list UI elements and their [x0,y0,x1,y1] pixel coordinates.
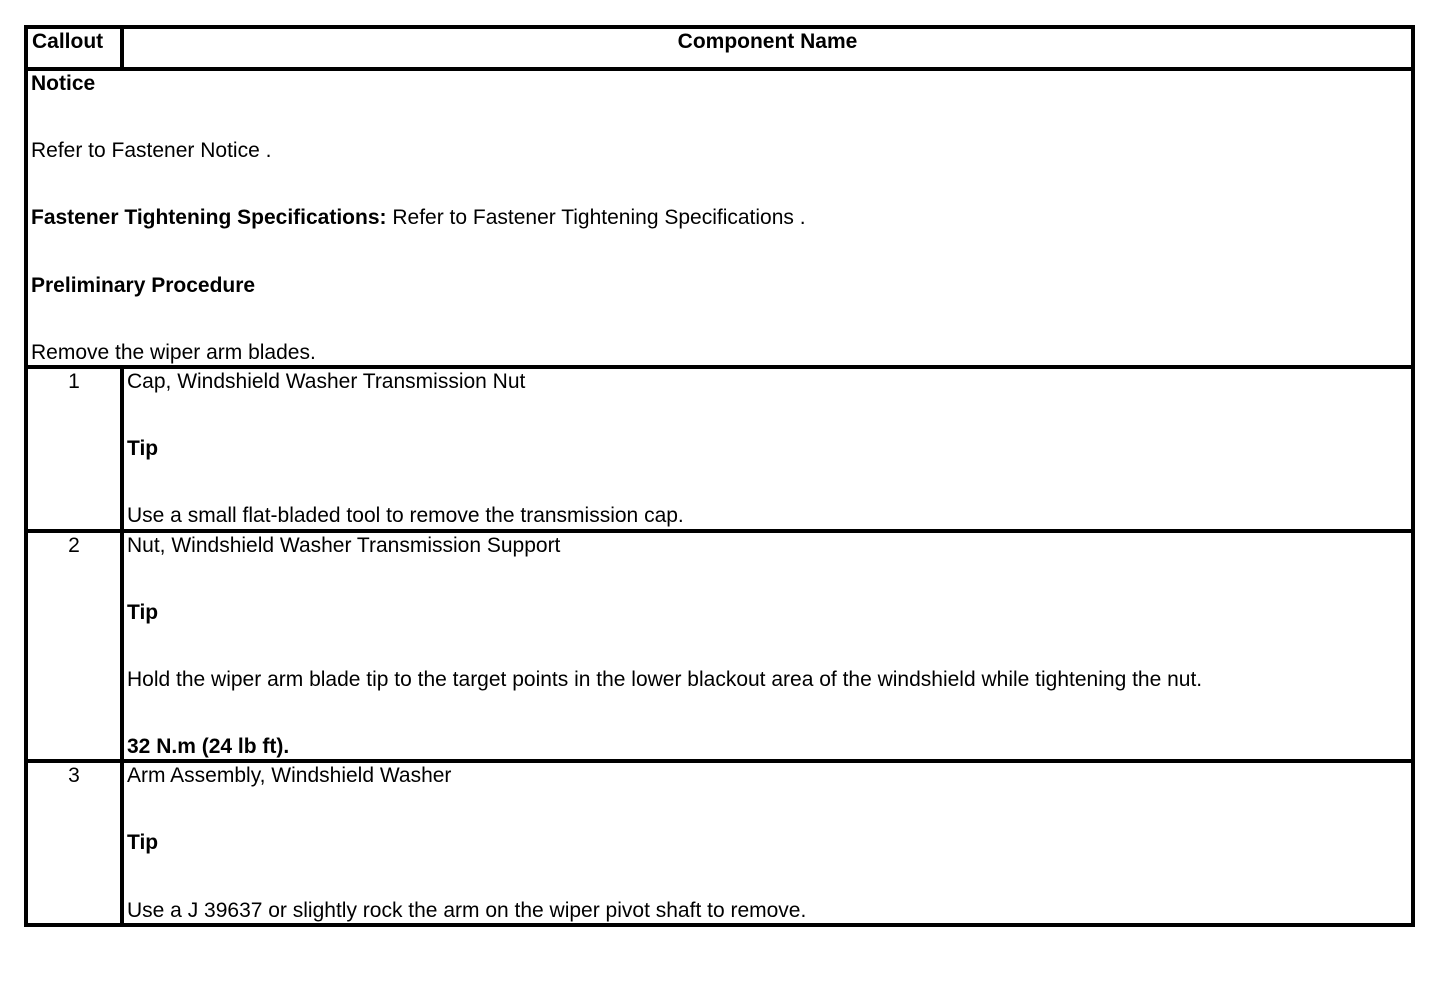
preliminary-heading: Preliminary Procedure [31,273,256,297]
notice-heading: Notice [31,72,96,95]
fastener-spec-label: Fastener Tightening Specifications: [31,206,387,230]
preliminary-text: Remove the wiper arm blades. [31,340,316,364]
tip-text: Hold the wiper arm blade tip to the target points in the lower blackout area of the windshield while tightening the nut. [127,667,1203,691]
tip-label: Tip [127,831,159,855]
component-cell [122,761,1413,925]
tip-label: Tip [127,600,159,624]
tip-text: Use a small flat-bladed tool to remove the transmission cap. [127,504,684,528]
table-row [26,531,1413,762]
intro-cell [26,69,1413,367]
component-name-column-header: Component Name [122,27,1413,69]
callout-column-header: Callout [26,27,122,69]
callout-number: 1 [26,367,122,531]
notice-text: Refer to Fastener Notice . [31,139,272,163]
callout-number: 2 [26,531,122,762]
fastener-spec-text: Refer to Fastener Tightening Specifications . [386,206,806,230]
table-header-row [26,27,1413,69]
table-row [26,761,1413,925]
component-cell [122,367,1413,531]
tip-label: Tip [127,437,159,461]
tip-text: Use a J 39637 or slightly rock the arm on the wiper pivot shaft to remove. [127,898,807,922]
callout-number: 3 [26,761,122,925]
component-name: Arm Assembly, Windshield Washer [127,764,452,788]
table-row [26,367,1413,531]
intro-row [26,69,1413,367]
torque-spec: 32 N.m (24 lb ft). [127,735,290,759]
component-table [24,25,1415,927]
component-name: Cap, Windshield Washer Transmission Nut [127,369,526,393]
component-name: Nut, Windshield Washer Transmission Support [127,533,561,557]
component-cell [122,531,1413,762]
fastener-spec-line [31,205,1408,230]
